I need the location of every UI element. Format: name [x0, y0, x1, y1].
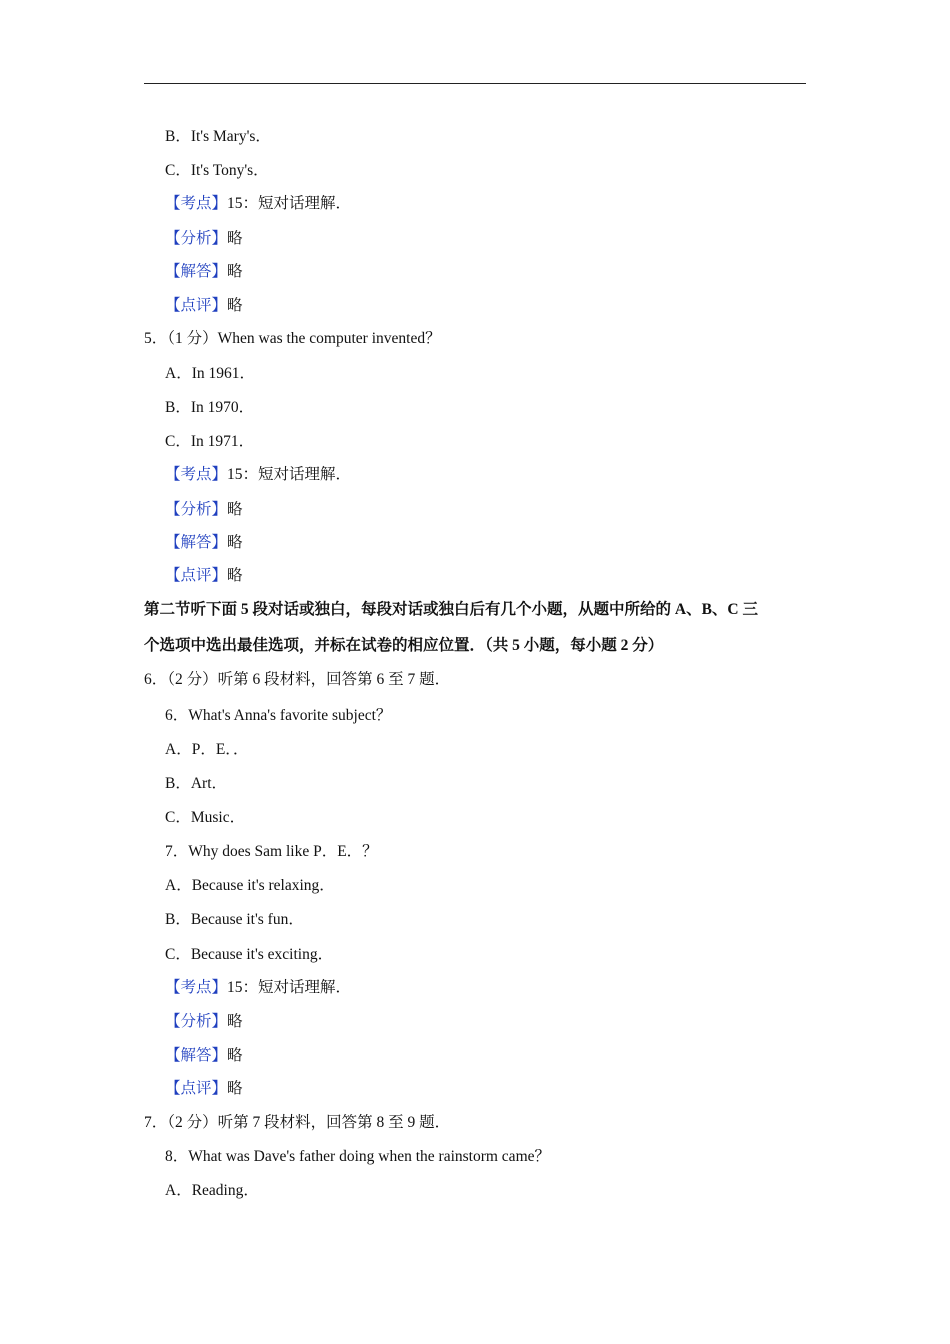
option-c: C．Because it's exciting．	[165, 946, 334, 963]
analysis-jieda	[165, 533, 243, 553]
option-a: A．P．E．．	[165, 741, 249, 758]
section-heading-line-2: 个选项中选出最佳选项，并标在试卷的相应位置．（共 5 小题，每小题 2 分）	[144, 637, 664, 654]
kaodian-text: 15：短对话理解．	[227, 195, 352, 212]
option-b: B．It's Mary's．	[165, 128, 271, 145]
question-7: 7．（2 分）听第 7 段材料，回答第 8 至 9 题．	[144, 1114, 451, 1131]
kaodian-tag: 【考点】	[165, 979, 228, 996]
jieda-tag: 【解答】	[165, 534, 228, 551]
fenxi-tag: 【分析】	[165, 230, 228, 247]
analysis-dianping	[165, 1079, 243, 1099]
analysis-fenxi	[165, 500, 243, 520]
header-rule	[144, 83, 806, 84]
jieda-text: 略	[227, 263, 243, 280]
analysis-fenxi	[165, 229, 243, 249]
option-a: A．Reading．	[165, 1182, 259, 1199]
fenxi-tag: 【分析】	[165, 501, 228, 518]
sub-question-7: 7．Why does Sam like P．E．？	[165, 843, 378, 860]
question-6: 6．（2 分）听第 6 段材料，回答第 6 至 7 题．	[144, 671, 451, 688]
kaodian-tag: 【考点】	[165, 466, 228, 483]
jieda-tag: 【解答】	[165, 263, 228, 280]
jieda-text: 略	[227, 1047, 243, 1064]
dianping-text: 略	[227, 297, 243, 314]
section-heading-line-1: 第二节听下面 5 段对话或独白，每段对话或独白后有几个小题，从题中所给的 A、B、C 三	[144, 601, 758, 618]
sub-question-8: 8．What was Dave's father doing when the rainstorm came？	[165, 1148, 551, 1165]
option-a: A．Because it's relaxing．	[165, 877, 335, 894]
dianping-text: 略	[227, 567, 243, 584]
analysis-jieda	[165, 262, 243, 282]
option-b: B．Art．	[165, 775, 228, 792]
fenxi-text: 略	[227, 501, 243, 518]
analysis-fenxi	[165, 1012, 243, 1032]
dianping-tag: 【点评】	[165, 567, 228, 584]
analysis-kaodian	[165, 978, 351, 998]
dianping-tag: 【点评】	[165, 297, 228, 314]
option-c: C．Music．	[165, 809, 246, 826]
fenxi-tag: 【分析】	[165, 1013, 228, 1030]
analysis-kaodian	[165, 465, 351, 485]
sub-question-6: 6．What's Anna's favorite subject？	[165, 707, 392, 724]
option-c: C．In 1971．	[165, 433, 255, 450]
option-c: C．It's Tony's．	[165, 162, 269, 179]
kaodian-tag: 【考点】	[165, 195, 228, 212]
dianping-text: 略	[227, 1080, 243, 1097]
kaodian-text: 15：短对话理解．	[227, 979, 352, 996]
option-b: B．Because it's fun．	[165, 911, 304, 928]
question-5: 5．（1 分）When was the computer invented？	[144, 330, 441, 347]
analysis-dianping	[165, 566, 243, 586]
dianping-tag: 【点评】	[165, 1080, 228, 1097]
jieda-tag: 【解答】	[165, 1047, 228, 1064]
fenxi-text: 略	[227, 230, 243, 247]
analysis-kaodian	[165, 194, 351, 214]
option-b: B．In 1970．	[165, 399, 255, 416]
jieda-text: 略	[227, 534, 243, 551]
kaodian-text: 15：短对话理解．	[227, 466, 352, 483]
fenxi-text: 略	[227, 1013, 243, 1030]
analysis-jieda	[165, 1046, 243, 1066]
option-a: A．In 1961．	[165, 365, 255, 382]
analysis-dianping	[165, 296, 243, 316]
